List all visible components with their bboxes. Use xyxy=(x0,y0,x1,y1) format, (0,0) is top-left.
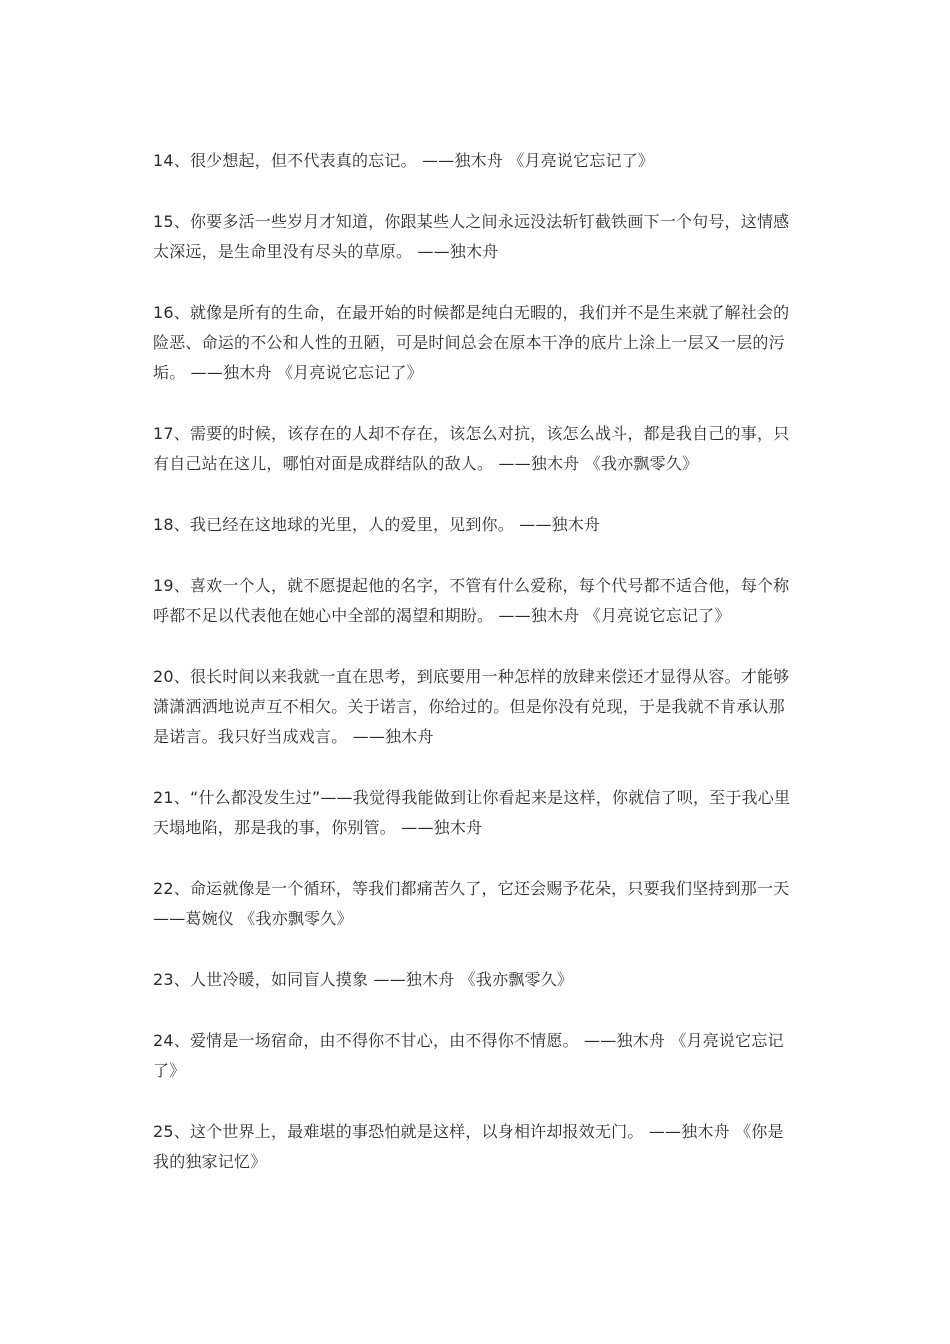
quote-20: 20、很长时间以来我就一直在思考，到底要用一种怎样的放肆来偿还才显得从容。才能够潇潇洒洒地说声互不相欠。关于诺言，你给过的。但是你没有兑现，于是我就不肯承认那是诺言。我只好当成戏言。 ——独木舟 xyxy=(153,667,790,746)
quote-16: 16、就像是所有的生命，在最开始的时候都是纯白无暇的，我们并不是生来就了解社会的险恶、命运的不公和人性的丑陋，可是时间总会在原本干净的底片上涂上一层又一层的污垢。 ——独木舟 《月亮说它忘记了》 xyxy=(153,303,790,382)
quote-19: 19、喜欢一个人，就不愿提起他的名字，不管有什么爱称，每个代号都不适合他，每个称呼都不足以代表他在她心中全部的渴望和期盼。 ——独木舟 《月亮说它忘记了》 xyxy=(153,576,790,625)
quote-25: 25、这个世界上，最难堪的事恐怕就是这样，以身相许却报效无门。 ——独木舟 《你是我的独家记忆》 xyxy=(153,1122,784,1171)
quote-24: 24、爱情是一场宿命，由不得你不甘心，由不得你不情愿。 ——独木舟 《月亮说它忘记了》 xyxy=(153,1031,784,1080)
quote-14: 14、很少想起，但不代表真的忘记。 ——独木舟 《月亮说它忘记了》 xyxy=(153,151,655,170)
quote-15: 15、你要多活一些岁月才知道，你跟某些人之间永远没法斩钉截铁画下一个句号，这情感太深远，是生命里没有尽头的草原。 ——独木舟 xyxy=(153,212,790,261)
quote-18: 18、我已经在这地球的光里，人的爱里，见到你。 ——独木舟 xyxy=(153,515,601,534)
quote-22: 22、命运就像是一个循环，等我们都痛苦久了，它还会赐予花朵，只要我们坚持到那一天 ——葛婉仪 《我亦飘零久》 xyxy=(153,879,790,928)
quote-23: 23、人世冷暖，如同盲人摸象 ——独木舟 《我亦飘零久》 xyxy=(153,970,574,989)
quote-21: 21、“什么都没发生过”——我觉得我能做到让你看起来是这样，你就信了呗，至于我心里天塌地陷，那是我的事，你别管。 ——独木舟 xyxy=(153,788,791,837)
document-body xyxy=(153,146,798,1208)
quote-17: 17、需要的时候，该存在的人却不存在，该怎么对抗，该怎么战斗，都是我自己的事，只有自己站在这儿，哪怕对面是成群结队的敌人。 ——独木舟 《我亦飘零久》 xyxy=(153,424,790,473)
